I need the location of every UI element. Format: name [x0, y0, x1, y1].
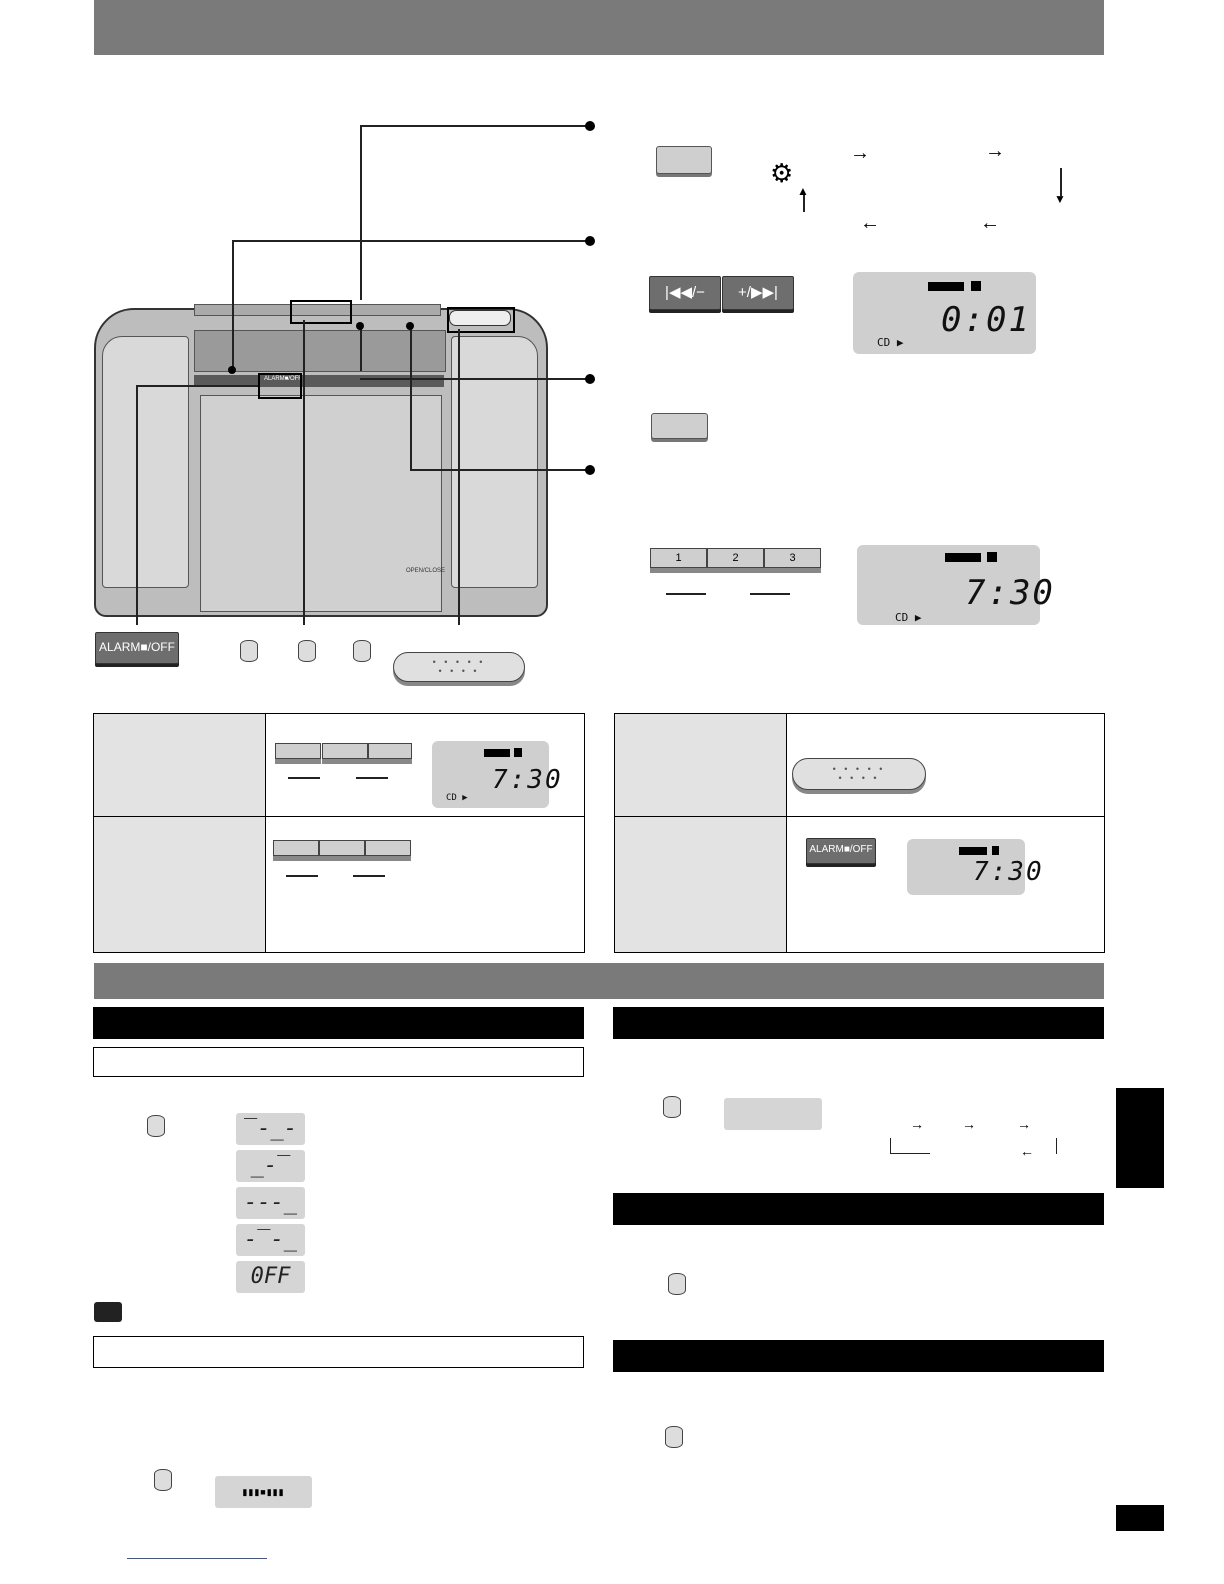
table-preset-1b[interactable] — [273, 840, 319, 856]
return-arrow-icon: ← — [1020, 1143, 1034, 1159]
knob-right-1[interactable] — [663, 1096, 681, 1118]
table-preset-1[interactable] — [275, 743, 321, 759]
segment-display-1: ‾-_- — [236, 1113, 305, 1145]
arrow-down-icon: ▼ — [1054, 192, 1066, 206]
cycle-arrow-1-icon: → — [910, 1116, 924, 1132]
alarm-off-button[interactable]: ALARM■/OFF — [95, 632, 179, 664]
table-time-display-2 — [907, 839, 1044, 895]
outlined-box-left-2 — [93, 1336, 584, 1368]
knob-right-2[interactable] — [668, 1273, 686, 1295]
cycle-arrow-2-icon: → — [962, 1116, 976, 1132]
side-tab — [1116, 1088, 1164, 1188]
cd-indicator: CD ▶ — [877, 336, 904, 349]
preset-3-button[interactable]: 3 — [764, 548, 821, 568]
preset-callout-box — [290, 300, 352, 324]
cd-clock-radio-illustration — [94, 300, 544, 615]
table-time-display — [432, 741, 563, 808]
page-number-box — [1116, 1505, 1164, 1531]
black-header-right-2 — [613, 1193, 1104, 1225]
arrow-right-1-icon: → — [850, 142, 870, 164]
skip-forward-button[interactable]: +/▶▶| — [722, 276, 794, 310]
clock-button[interactable] — [656, 146, 712, 174]
cycle-arrow-3-icon: → — [1017, 1116, 1031, 1132]
knob-left-2[interactable] — [154, 1469, 172, 1491]
segment-display-3: ---_ — [236, 1187, 305, 1219]
black-header-right-3 — [613, 1340, 1104, 1372]
cd-indicator-2: CD ▶ — [895, 611, 922, 624]
outlined-box-left-1 — [93, 1047, 584, 1077]
knob-3[interactable] — [353, 640, 371, 662]
link-underline[interactable] — [127, 1558, 267, 1559]
table-alarm-off-button[interactable]: ALARM■/OFF — [806, 838, 876, 864]
arrow-left-1-icon: ← — [860, 212, 880, 234]
device-alarm-off-label: ALARM■/OFF — [264, 376, 302, 382]
black-header-right-1 — [613, 1007, 1104, 1039]
alarm-callout-box — [258, 373, 302, 399]
table-preset-2b[interactable] — [319, 840, 365, 856]
device-open-close-label: OPEN/CLOSE — [406, 568, 446, 574]
set-button[interactable] — [651, 413, 708, 439]
knob-right-3[interactable] — [665, 1426, 683, 1448]
wide-display — [724, 1098, 822, 1130]
arrow-left-2-icon: ← — [980, 212, 1000, 234]
snooze-button[interactable]: • • • • • • • • • — [393, 652, 525, 682]
segment-display-5: 0FF — [236, 1261, 305, 1293]
alarm-time-display — [857, 545, 1055, 625]
small-display: ▮▮▮■▮▮▮ — [215, 1476, 312, 1508]
header-band — [94, 0, 1104, 55]
knob-left-1[interactable] — [147, 1115, 165, 1137]
skip-back-button[interactable]: |◀◀/− — [649, 276, 721, 310]
table-preset-3[interactable] — [368, 743, 412, 759]
knob-1[interactable] — [240, 640, 258, 662]
time-main-value: 0:01 — [941, 300, 1031, 340]
alarm-time-value: 7:30 — [965, 573, 1055, 613]
black-header-left-1 — [93, 1007, 584, 1039]
arrow-right-2-icon: → — [985, 140, 1005, 162]
table-right — [614, 713, 1105, 953]
alarm-clock-icon: ⚙ — [770, 158, 794, 188]
segment-display-4: -‾-_ — [236, 1224, 305, 1256]
table-time-value-2: 7:30 — [973, 857, 1044, 887]
table-preset-3b[interactable] — [365, 840, 411, 856]
preset-2-button[interactable]: 2 — [707, 548, 764, 568]
table-preset-2[interactable] — [322, 743, 368, 759]
section-band — [94, 963, 1104, 999]
note-marker — [94, 1302, 122, 1322]
arrow-up-icon: ▲ — [797, 184, 809, 198]
cd-indicator-3: CD ▶ — [446, 793, 468, 803]
time-display-main — [853, 272, 1036, 354]
preset-1-button[interactable]: 1 — [650, 548, 707, 568]
table-snooze-button[interactable]: • • • • • • • • • — [792, 758, 926, 790]
segment-display-2: _-‾ — [236, 1150, 305, 1182]
table-time-value: 7:30 — [492, 765, 563, 795]
knob-2[interactable] — [298, 640, 316, 662]
